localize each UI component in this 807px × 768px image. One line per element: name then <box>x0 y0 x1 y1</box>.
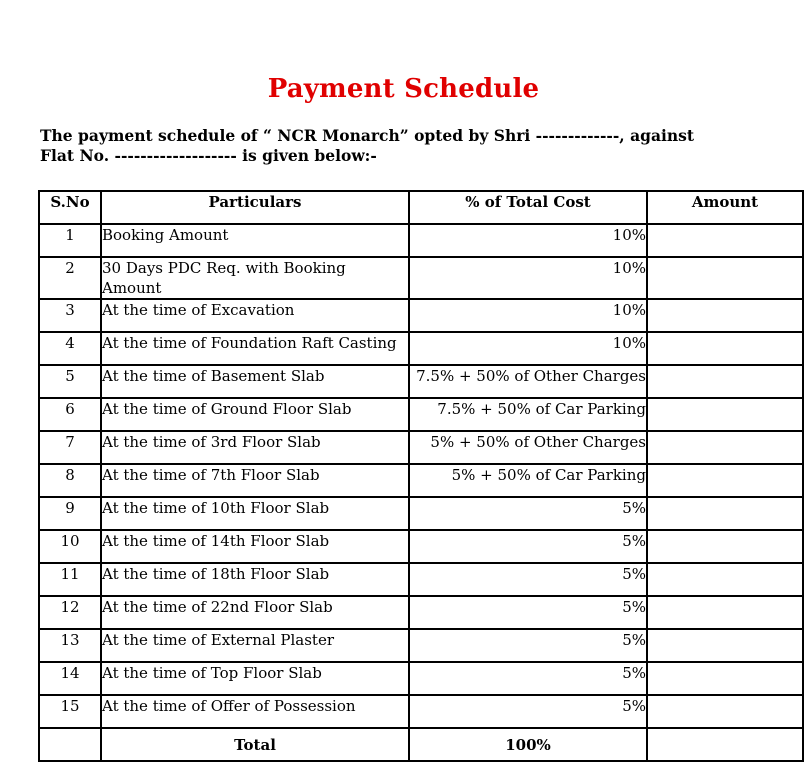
table-row <box>39 596 803 629</box>
row-percent: 5% <box>409 563 647 596</box>
table-row <box>39 257 803 299</box>
row-sno: 12 <box>39 596 101 629</box>
row-particulars: At the time of 22nd Floor Slab <box>101 596 409 629</box>
table-row <box>39 530 803 563</box>
payment-schedule-table <box>38 190 804 762</box>
row-particulars: At the time of 7th Floor Slab <box>101 464 409 497</box>
table-header-row <box>39 191 803 224</box>
table-row <box>39 629 803 662</box>
column-header-particulars: Particulars <box>101 191 409 224</box>
row-percent: 10% <box>409 257 647 299</box>
table-row <box>39 365 803 398</box>
row-amount <box>647 497 803 530</box>
intro-line-2: Flat No. ------------------- is given below:- <box>40 146 377 165</box>
row-percent: 10% <box>409 332 647 365</box>
row-amount <box>647 596 803 629</box>
row-amount <box>647 299 803 332</box>
table-row <box>39 398 803 431</box>
column-header-percent: % of Total Cost <box>409 191 647 224</box>
intro-line-1: The payment schedule of “ NCR Monarch” opted by Shri -------------, against <box>40 126 695 145</box>
row-amount <box>647 431 803 464</box>
row-particulars: At the time of 3rd Floor Slab <box>101 431 409 464</box>
row-particulars: At the time of 10th Floor Slab <box>101 497 409 530</box>
table-row <box>39 332 803 365</box>
row-percent: 5% <box>409 695 647 728</box>
row-percent: 5% <box>409 629 647 662</box>
row-amount <box>647 464 803 497</box>
row-particulars: 30 Days PDC Req. with Booking Amount <box>101 257 409 299</box>
table-body <box>39 224 803 728</box>
row-particulars: Booking Amount <box>101 224 409 257</box>
row-sno: 15 <box>39 695 101 728</box>
row-percent: 5% <box>409 497 647 530</box>
row-amount <box>647 695 803 728</box>
total-row <box>39 728 803 761</box>
table-row <box>39 431 803 464</box>
row-sno: 7 <box>39 431 101 464</box>
table-row <box>39 299 803 332</box>
table-row <box>39 695 803 728</box>
table-row <box>39 464 803 497</box>
total-sno-cell <box>39 728 101 761</box>
row-percent: 10% <box>409 224 647 257</box>
table-row <box>39 563 803 596</box>
row-particulars: At the time of 14th Floor Slab <box>101 530 409 563</box>
row-sno: 5 <box>39 365 101 398</box>
row-amount <box>647 365 803 398</box>
row-sno: 9 <box>39 497 101 530</box>
row-particulars: At the time of Basement Slab <box>101 365 409 398</box>
row-percent: 7.5% + 50% of Car Parking <box>409 398 647 431</box>
row-particulars: At the time of Ground Floor Slab <box>101 398 409 431</box>
row-percent: 5% <box>409 596 647 629</box>
total-label: Total <box>101 728 409 761</box>
row-amount <box>647 662 803 695</box>
table-row <box>39 224 803 257</box>
row-amount <box>647 563 803 596</box>
row-sno: 11 <box>39 563 101 596</box>
row-particulars: At the time of External Plaster <box>101 629 409 662</box>
column-header-sno: S.No <box>39 191 101 224</box>
total-amount <box>647 728 803 761</box>
row-sno: 2 <box>39 257 101 299</box>
table-row <box>39 662 803 695</box>
column-header-amount: Amount <box>647 191 803 224</box>
table-row <box>39 497 803 530</box>
row-particulars: At the time of Top Floor Slab <box>101 662 409 695</box>
row-particulars: At the time of Excavation <box>101 299 409 332</box>
row-sno: 4 <box>39 332 101 365</box>
row-particulars: At the time of Offer of Possession <box>101 695 409 728</box>
row-amount <box>647 629 803 662</box>
row-percent: 5% + 50% of Other Charges <box>409 431 647 464</box>
row-amount <box>647 530 803 563</box>
intro-text <box>40 126 694 166</box>
page-title: Payment Schedule <box>267 74 540 104</box>
row-amount <box>647 224 803 257</box>
row-particulars: At the time of 18th Floor Slab <box>101 563 409 596</box>
row-sno: 6 <box>39 398 101 431</box>
row-percent: 10% <box>409 299 647 332</box>
row-particulars: At the time of Foundation Raft Casting <box>101 332 409 365</box>
row-sno: 1 <box>39 224 101 257</box>
row-amount <box>647 257 803 299</box>
row-sno: 10 <box>39 530 101 563</box>
row-sno: 13 <box>39 629 101 662</box>
total-percent: 100% <box>409 728 647 761</box>
row-percent: 5% + 50% of Car Parking <box>409 464 647 497</box>
row-sno: 3 <box>39 299 101 332</box>
row-amount <box>647 332 803 365</box>
row-percent: 5% <box>409 662 647 695</box>
row-percent: 7.5% + 50% of Other Charges <box>409 365 647 398</box>
row-percent: 5% <box>409 530 647 563</box>
row-sno: 14 <box>39 662 101 695</box>
row-amount <box>647 398 803 431</box>
row-sno: 8 <box>39 464 101 497</box>
